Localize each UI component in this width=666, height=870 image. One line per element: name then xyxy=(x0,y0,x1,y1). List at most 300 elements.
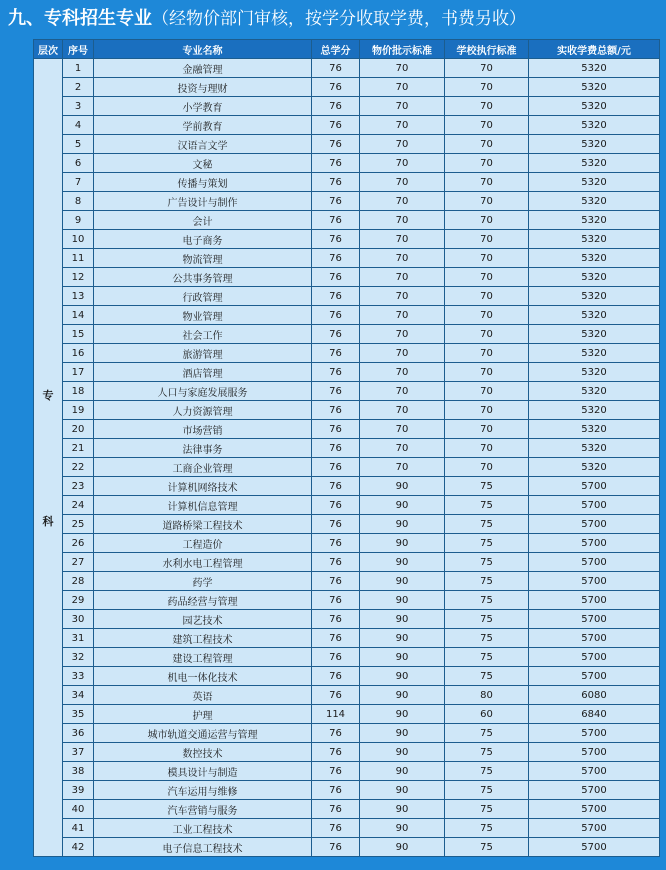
school-standard: 70 xyxy=(445,363,529,382)
total-credits: 76 xyxy=(312,819,360,838)
total-tuition: 5320 xyxy=(529,192,660,211)
major-name: 护理 xyxy=(94,705,312,724)
row-number: 21 xyxy=(63,439,94,458)
total-tuition: 5320 xyxy=(529,458,660,477)
school-standard: 75 xyxy=(445,819,529,838)
major-name: 英语 xyxy=(94,686,312,705)
major-name: 学前教育 xyxy=(94,116,312,135)
row-number: 10 xyxy=(63,230,94,249)
major-name: 计算机信息管理 xyxy=(94,496,312,515)
price-standard: 90 xyxy=(360,819,445,838)
table-row xyxy=(34,610,660,629)
total-credits: 76 xyxy=(312,249,360,268)
row-number: 37 xyxy=(63,743,94,762)
row-number: 18 xyxy=(63,382,94,401)
row-number: 4 xyxy=(63,116,94,135)
school-standard: 75 xyxy=(445,572,529,591)
total-credits: 76 xyxy=(312,192,360,211)
table-row xyxy=(34,59,660,78)
total-credits: 76 xyxy=(312,78,360,97)
table-row xyxy=(34,287,660,306)
total-tuition: 5700 xyxy=(529,667,660,686)
price-standard: 70 xyxy=(360,230,445,249)
level-char-1: 专 xyxy=(42,388,54,402)
total-credits: 76 xyxy=(312,458,360,477)
row-number: 6 xyxy=(63,154,94,173)
table-row xyxy=(34,724,660,743)
school-standard: 70 xyxy=(445,173,529,192)
school-standard: 60 xyxy=(445,705,529,724)
table-row xyxy=(34,572,660,591)
table-row xyxy=(34,477,660,496)
total-tuition: 5320 xyxy=(529,420,660,439)
school-standard: 75 xyxy=(445,838,529,857)
title-main: 九、专科招生专业 xyxy=(8,8,152,29)
table-row xyxy=(34,325,660,344)
price-standard: 70 xyxy=(360,268,445,287)
major-name: 酒店管理 xyxy=(94,363,312,382)
major-name: 工业工程技术 xyxy=(94,819,312,838)
row-number: 13 xyxy=(63,287,94,306)
row-number: 1 xyxy=(63,59,94,78)
major-name: 工程造价 xyxy=(94,534,312,553)
level-char-2: 科 xyxy=(42,514,54,528)
row-number: 9 xyxy=(63,211,94,230)
total-tuition: 5700 xyxy=(529,610,660,629)
price-standard: 90 xyxy=(360,686,445,705)
table-row xyxy=(34,762,660,781)
row-number: 5 xyxy=(63,135,94,154)
table-row xyxy=(34,249,660,268)
major-name: 金融管理 xyxy=(94,59,312,78)
row-number: 25 xyxy=(63,515,94,534)
school-standard: 75 xyxy=(445,724,529,743)
table-row xyxy=(34,382,660,401)
school-standard: 70 xyxy=(445,249,529,268)
price-standard: 90 xyxy=(360,724,445,743)
row-number: 14 xyxy=(63,306,94,325)
school-standard: 80 xyxy=(445,686,529,705)
table-row xyxy=(34,515,660,534)
total-credits: 76 xyxy=(312,838,360,857)
major-name: 传播与策划 xyxy=(94,173,312,192)
table-row xyxy=(34,78,660,97)
price-standard: 70 xyxy=(360,287,445,306)
table-row xyxy=(34,648,660,667)
total-tuition: 5320 xyxy=(529,287,660,306)
major-name: 药品经营与管理 xyxy=(94,591,312,610)
total-tuition: 5700 xyxy=(529,762,660,781)
major-name: 公共事务管理 xyxy=(94,268,312,287)
school-standard: 70 xyxy=(445,420,529,439)
major-name: 行政管理 xyxy=(94,287,312,306)
table-row xyxy=(34,838,660,857)
row-number: 27 xyxy=(63,553,94,572)
price-standard: 70 xyxy=(360,363,445,382)
total-credits: 76 xyxy=(312,686,360,705)
total-tuition: 5320 xyxy=(529,363,660,382)
school-standard: 75 xyxy=(445,781,529,800)
header-price-standard: 物价批示标准 xyxy=(360,40,445,59)
school-standard: 75 xyxy=(445,477,529,496)
table-row xyxy=(34,667,660,686)
row-number: 42 xyxy=(63,838,94,857)
price-standard: 90 xyxy=(360,838,445,857)
table-row xyxy=(34,420,660,439)
row-number: 41 xyxy=(63,819,94,838)
price-standard: 90 xyxy=(360,743,445,762)
total-tuition: 5320 xyxy=(529,78,660,97)
total-credits: 76 xyxy=(312,135,360,154)
school-standard: 70 xyxy=(445,135,529,154)
row-number: 33 xyxy=(63,667,94,686)
table-row xyxy=(34,705,660,724)
table-row xyxy=(34,439,660,458)
major-name: 会计 xyxy=(94,211,312,230)
total-credits: 76 xyxy=(312,59,360,78)
table-body xyxy=(34,59,660,857)
price-standard: 70 xyxy=(360,97,445,116)
school-standard: 75 xyxy=(445,496,529,515)
price-standard: 90 xyxy=(360,534,445,553)
total-credits: 76 xyxy=(312,724,360,743)
total-credits: 76 xyxy=(312,287,360,306)
total-tuition: 5320 xyxy=(529,325,660,344)
total-tuition: 5700 xyxy=(529,724,660,743)
total-credits: 76 xyxy=(312,496,360,515)
page-title xyxy=(0,0,666,38)
total-credits: 76 xyxy=(312,154,360,173)
header-total-tuition: 实收学费总额/元 xyxy=(529,40,660,59)
major-name: 城市轨道交通运营与管理 xyxy=(94,724,312,743)
row-number: 32 xyxy=(63,648,94,667)
total-credits: 76 xyxy=(312,306,360,325)
row-number: 40 xyxy=(63,800,94,819)
table-row xyxy=(34,211,660,230)
row-number: 38 xyxy=(63,762,94,781)
tuition-table-container xyxy=(33,39,659,857)
row-number: 35 xyxy=(63,705,94,724)
school-standard: 70 xyxy=(445,458,529,477)
total-credits: 76 xyxy=(312,762,360,781)
table-row xyxy=(34,629,660,648)
total-tuition: 5700 xyxy=(529,572,660,591)
major-name: 汉语言文学 xyxy=(94,135,312,154)
total-credits: 76 xyxy=(312,477,360,496)
school-standard: 75 xyxy=(445,667,529,686)
total-tuition: 6080 xyxy=(529,686,660,705)
major-name: 人口与家庭发展服务 xyxy=(94,382,312,401)
total-tuition: 5700 xyxy=(529,743,660,762)
school-standard: 70 xyxy=(445,306,529,325)
price-standard: 70 xyxy=(360,420,445,439)
price-standard: 90 xyxy=(360,477,445,496)
total-credits: 76 xyxy=(312,743,360,762)
price-standard: 90 xyxy=(360,553,445,572)
row-number: 39 xyxy=(63,781,94,800)
school-standard: 75 xyxy=(445,515,529,534)
school-standard: 75 xyxy=(445,648,529,667)
table-row xyxy=(34,116,660,135)
total-tuition: 5700 xyxy=(529,477,660,496)
school-standard: 70 xyxy=(445,116,529,135)
price-standard: 70 xyxy=(360,401,445,420)
total-tuition: 6840 xyxy=(529,705,660,724)
total-tuition: 5320 xyxy=(529,306,660,325)
major-name: 电子信息工程技术 xyxy=(94,838,312,857)
total-tuition: 5320 xyxy=(529,382,660,401)
total-tuition: 5700 xyxy=(529,838,660,857)
total-tuition: 5320 xyxy=(529,97,660,116)
row-number: 30 xyxy=(63,610,94,629)
total-tuition: 5320 xyxy=(529,230,660,249)
school-standard: 70 xyxy=(445,382,529,401)
table-row xyxy=(34,230,660,249)
price-standard: 70 xyxy=(360,78,445,97)
total-credits: 76 xyxy=(312,382,360,401)
major-name: 汽车营销与服务 xyxy=(94,800,312,819)
school-standard: 75 xyxy=(445,553,529,572)
row-number: 17 xyxy=(63,363,94,382)
title-note: （经物价部门审核，按学分收取学费，书费另收） xyxy=(152,9,526,29)
price-standard: 70 xyxy=(360,325,445,344)
level-label xyxy=(34,387,62,529)
table-row xyxy=(34,268,660,287)
school-standard: 70 xyxy=(445,78,529,97)
price-standard: 90 xyxy=(360,515,445,534)
total-tuition: 5320 xyxy=(529,268,660,287)
total-credits: 76 xyxy=(312,325,360,344)
tuition-table xyxy=(33,39,660,857)
major-name: 计算机网络技术 xyxy=(94,477,312,496)
school-standard: 75 xyxy=(445,534,529,553)
level-cell xyxy=(34,59,63,857)
major-name: 汽车运用与维修 xyxy=(94,781,312,800)
table-row xyxy=(34,553,660,572)
total-tuition: 5700 xyxy=(529,781,660,800)
major-name: 水利水电工程管理 xyxy=(94,553,312,572)
price-standard: 90 xyxy=(360,591,445,610)
major-name: 数控技术 xyxy=(94,743,312,762)
total-tuition: 5700 xyxy=(529,629,660,648)
school-standard: 75 xyxy=(445,743,529,762)
major-name: 物业管理 xyxy=(94,306,312,325)
total-credits: 76 xyxy=(312,800,360,819)
total-credits: 114 xyxy=(312,705,360,724)
total-tuition: 5320 xyxy=(529,439,660,458)
school-standard: 70 xyxy=(445,439,529,458)
total-credits: 76 xyxy=(312,610,360,629)
header-major-name: 专业名称 xyxy=(94,40,312,59)
row-number: 20 xyxy=(63,420,94,439)
total-credits: 76 xyxy=(312,344,360,363)
total-tuition: 5320 xyxy=(529,401,660,420)
major-name: 法律事务 xyxy=(94,439,312,458)
school-standard: 70 xyxy=(445,59,529,78)
table-row xyxy=(34,135,660,154)
price-standard: 70 xyxy=(360,439,445,458)
total-credits: 76 xyxy=(312,420,360,439)
total-credits: 76 xyxy=(312,401,360,420)
school-standard: 70 xyxy=(445,211,529,230)
school-standard: 70 xyxy=(445,97,529,116)
price-standard: 70 xyxy=(360,192,445,211)
school-standard: 75 xyxy=(445,762,529,781)
row-number: 15 xyxy=(63,325,94,344)
total-tuition: 5700 xyxy=(529,591,660,610)
total-tuition: 5700 xyxy=(529,534,660,553)
total-credits: 76 xyxy=(312,534,360,553)
row-number: 29 xyxy=(63,591,94,610)
row-number: 28 xyxy=(63,572,94,591)
table-row xyxy=(34,800,660,819)
row-number: 12 xyxy=(63,268,94,287)
row-number: 16 xyxy=(63,344,94,363)
table-row xyxy=(34,344,660,363)
total-credits: 76 xyxy=(312,230,360,249)
price-standard: 70 xyxy=(360,249,445,268)
total-credits: 76 xyxy=(312,97,360,116)
header-level: 层次 xyxy=(34,40,63,59)
major-name: 工商企业管理 xyxy=(94,458,312,477)
major-name: 电子商务 xyxy=(94,230,312,249)
row-number: 19 xyxy=(63,401,94,420)
table-row xyxy=(34,306,660,325)
price-standard: 70 xyxy=(360,173,445,192)
school-standard: 70 xyxy=(445,154,529,173)
row-number: 26 xyxy=(63,534,94,553)
row-number: 2 xyxy=(63,78,94,97)
major-name: 园艺技术 xyxy=(94,610,312,629)
major-name: 建筑工程技术 xyxy=(94,629,312,648)
major-name: 小学教育 xyxy=(94,97,312,116)
total-credits: 76 xyxy=(312,439,360,458)
school-standard: 70 xyxy=(445,401,529,420)
major-name: 人力资源管理 xyxy=(94,401,312,420)
price-standard: 90 xyxy=(360,781,445,800)
major-name: 建设工程管理 xyxy=(94,648,312,667)
table-row xyxy=(34,154,660,173)
total-credits: 76 xyxy=(312,648,360,667)
total-credits: 76 xyxy=(312,553,360,572)
price-standard: 70 xyxy=(360,344,445,363)
table-row xyxy=(34,97,660,116)
table-row xyxy=(34,819,660,838)
table-row xyxy=(34,192,660,211)
price-standard: 70 xyxy=(360,306,445,325)
school-standard: 75 xyxy=(445,610,529,629)
major-name: 物流管理 xyxy=(94,249,312,268)
total-tuition: 5320 xyxy=(529,135,660,154)
table-row xyxy=(34,458,660,477)
school-standard: 70 xyxy=(445,287,529,306)
total-tuition: 5700 xyxy=(529,515,660,534)
row-number: 36 xyxy=(63,724,94,743)
major-name: 广告设计与制作 xyxy=(94,192,312,211)
total-tuition: 5320 xyxy=(529,59,660,78)
major-name: 投资与理财 xyxy=(94,78,312,97)
total-tuition: 5320 xyxy=(529,249,660,268)
table-row xyxy=(34,781,660,800)
total-tuition: 5700 xyxy=(529,648,660,667)
total-credits: 76 xyxy=(312,667,360,686)
school-standard: 75 xyxy=(445,591,529,610)
row-number: 7 xyxy=(63,173,94,192)
total-tuition: 5320 xyxy=(529,211,660,230)
price-standard: 90 xyxy=(360,800,445,819)
price-standard: 70 xyxy=(360,458,445,477)
price-standard: 90 xyxy=(360,705,445,724)
total-tuition: 5700 xyxy=(529,553,660,572)
total-credits: 76 xyxy=(312,629,360,648)
total-credits: 76 xyxy=(312,572,360,591)
row-number: 23 xyxy=(63,477,94,496)
price-standard: 90 xyxy=(360,496,445,515)
total-tuition: 5320 xyxy=(529,154,660,173)
major-name: 模具设计与制造 xyxy=(94,762,312,781)
major-name: 道路桥梁工程技术 xyxy=(94,515,312,534)
total-credits: 76 xyxy=(312,363,360,382)
major-name: 市场营销 xyxy=(94,420,312,439)
total-credits: 76 xyxy=(312,211,360,230)
table-row xyxy=(34,534,660,553)
table-row xyxy=(34,496,660,515)
price-standard: 70 xyxy=(360,211,445,230)
table-row xyxy=(34,173,660,192)
row-number: 31 xyxy=(63,629,94,648)
total-credits: 76 xyxy=(312,515,360,534)
price-standard: 90 xyxy=(360,762,445,781)
row-number: 3 xyxy=(63,97,94,116)
table-row xyxy=(34,686,660,705)
school-standard: 70 xyxy=(445,268,529,287)
major-name: 文秘 xyxy=(94,154,312,173)
total-tuition: 5320 xyxy=(529,344,660,363)
table-header-row xyxy=(34,40,660,59)
total-credits: 76 xyxy=(312,591,360,610)
price-standard: 70 xyxy=(360,382,445,401)
total-tuition: 5700 xyxy=(529,800,660,819)
row-number: 24 xyxy=(63,496,94,515)
row-number: 34 xyxy=(63,686,94,705)
header-school-standard: 学校执行标准 xyxy=(445,40,529,59)
school-standard: 70 xyxy=(445,192,529,211)
school-standard: 70 xyxy=(445,344,529,363)
price-standard: 70 xyxy=(360,59,445,78)
major-name: 旅游管理 xyxy=(94,344,312,363)
table-row xyxy=(34,743,660,762)
school-standard: 70 xyxy=(445,325,529,344)
row-number: 8 xyxy=(63,192,94,211)
table-row xyxy=(34,401,660,420)
price-standard: 90 xyxy=(360,648,445,667)
school-standard: 70 xyxy=(445,230,529,249)
total-credits: 76 xyxy=(312,116,360,135)
price-standard: 70 xyxy=(360,154,445,173)
total-tuition: 5320 xyxy=(529,116,660,135)
price-standard: 70 xyxy=(360,135,445,154)
row-number: 22 xyxy=(63,458,94,477)
price-standard: 90 xyxy=(360,667,445,686)
price-standard: 70 xyxy=(360,116,445,135)
header-number: 序号 xyxy=(63,40,94,59)
total-credits: 76 xyxy=(312,173,360,192)
total-tuition: 5700 xyxy=(529,496,660,515)
major-name: 社会工作 xyxy=(94,325,312,344)
total-credits: 76 xyxy=(312,268,360,287)
total-tuition: 5700 xyxy=(529,819,660,838)
table-row xyxy=(34,363,660,382)
